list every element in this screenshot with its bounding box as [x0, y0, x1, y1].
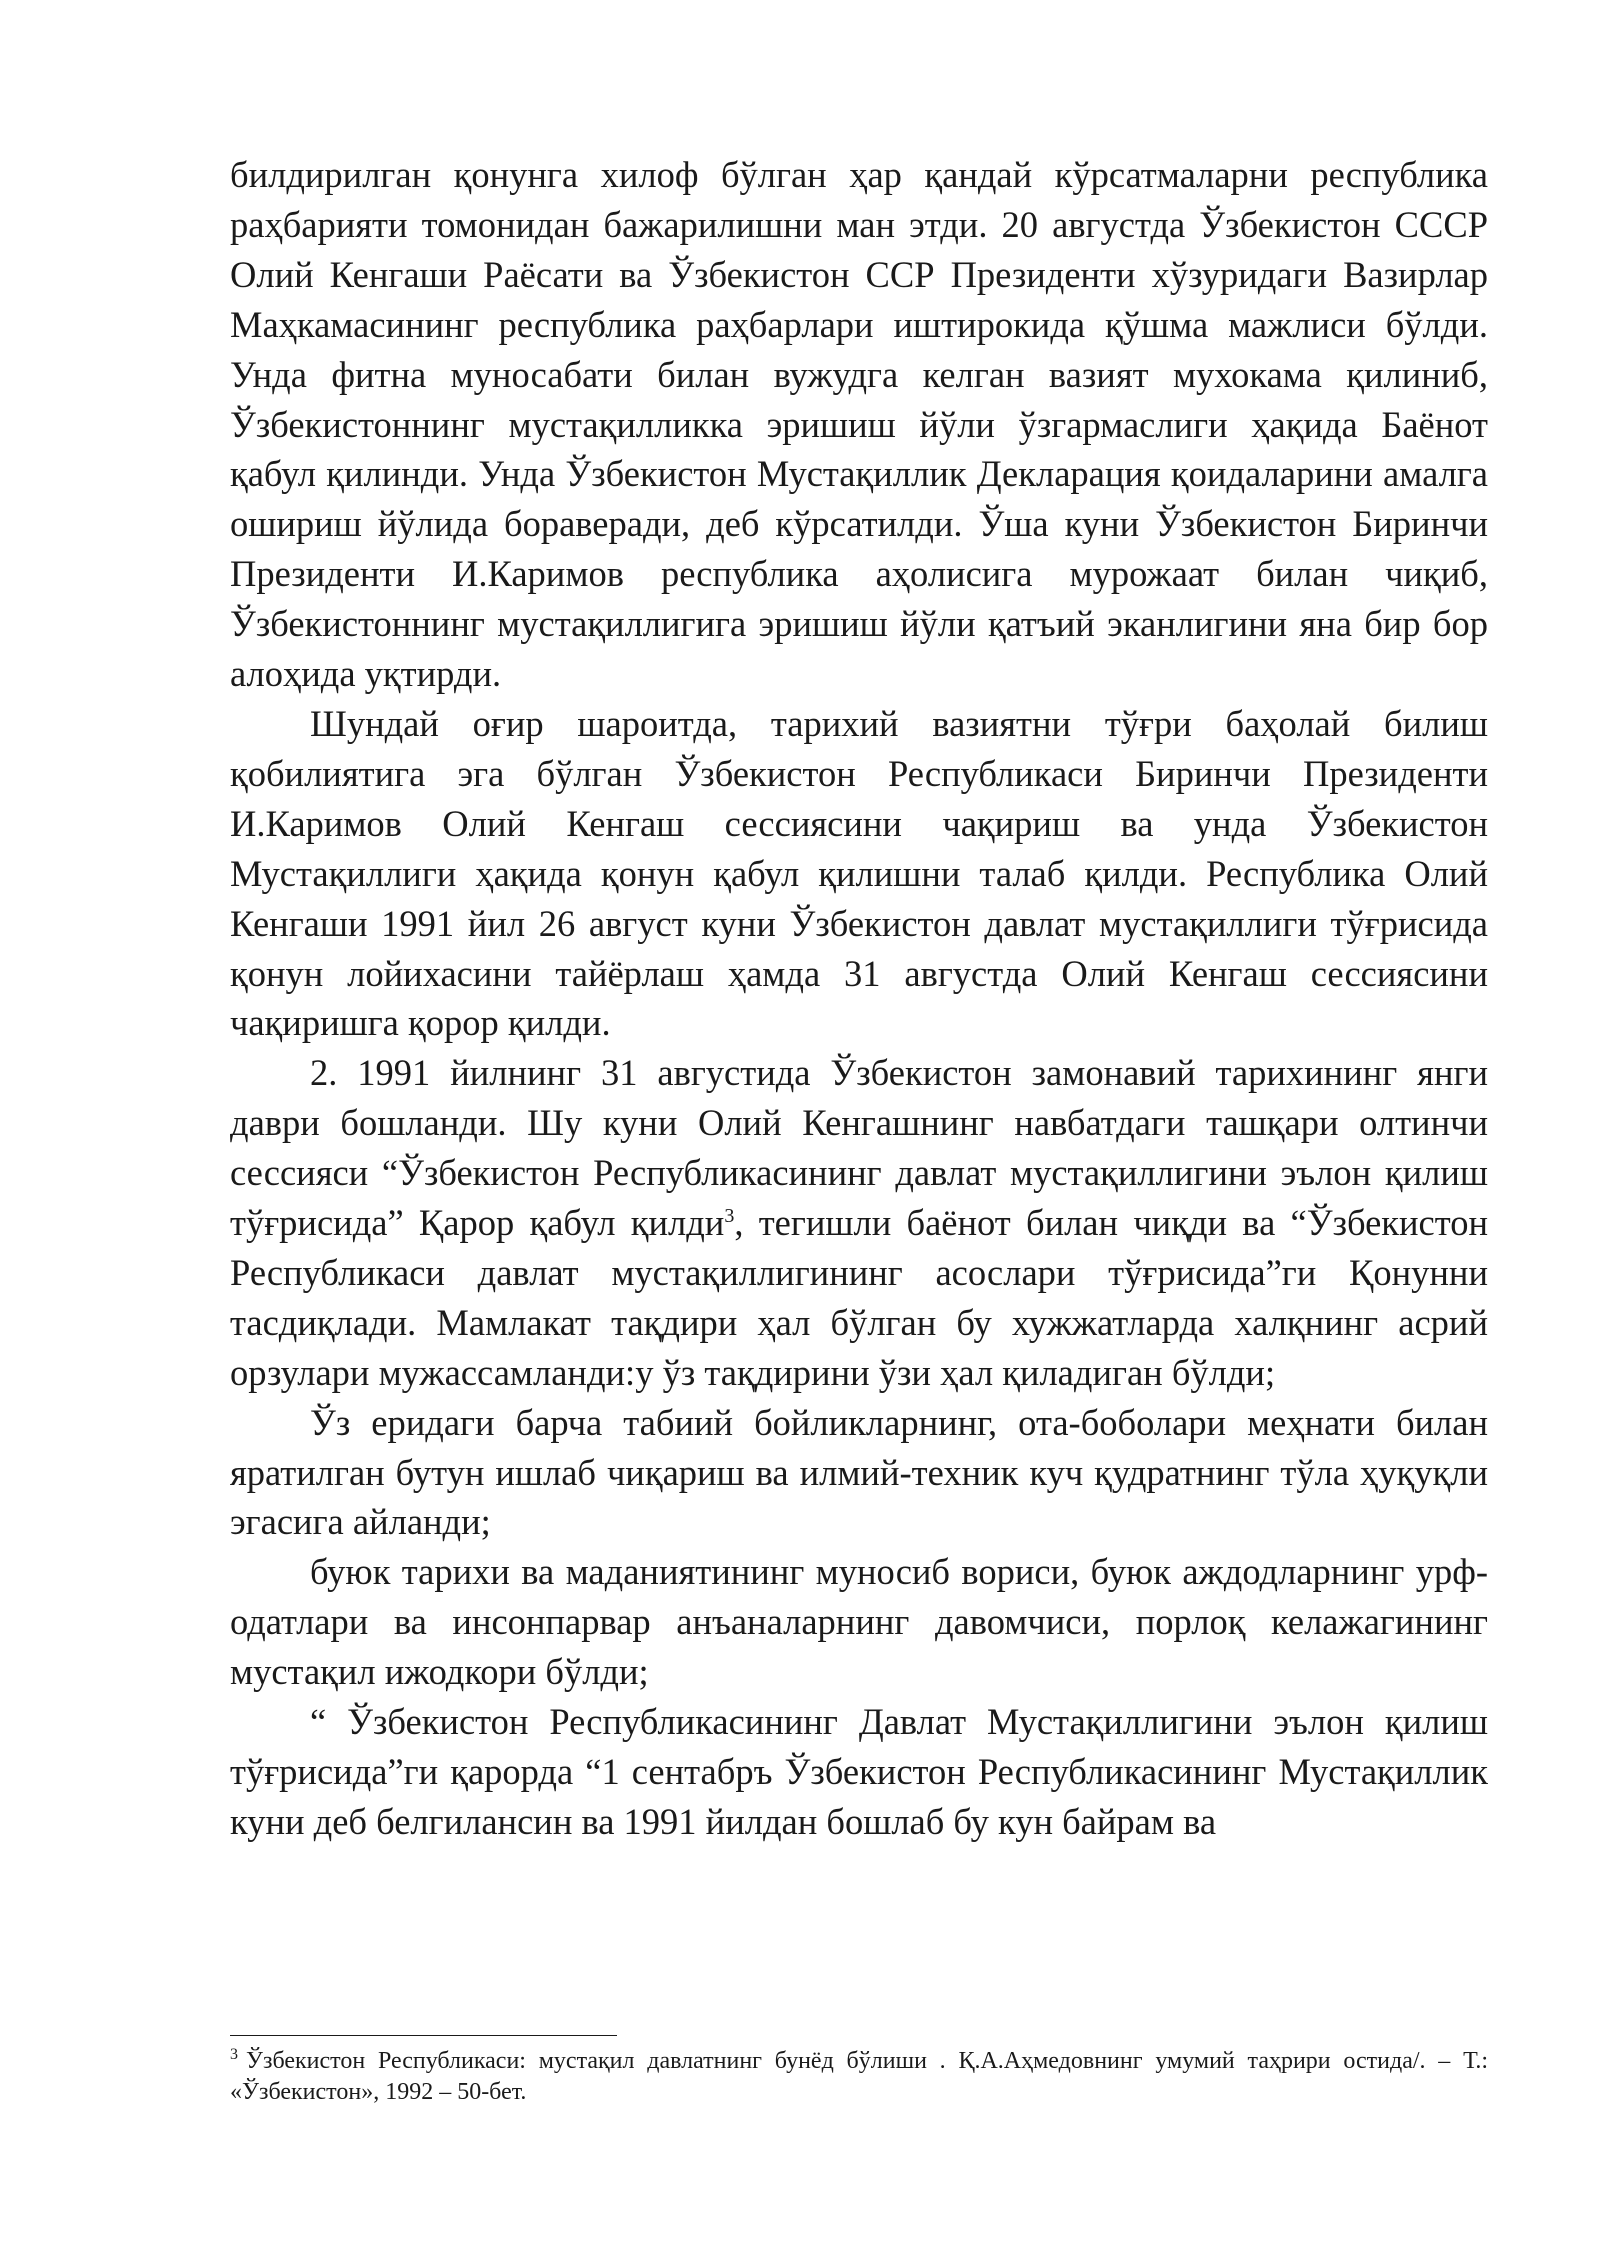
footnote-reference[interactable]: 3 — [724, 1204, 735, 1227]
paragraph-3-text-after: , тегишли баёнот билан чиқди ва “Ўзбекистон Республикаси давлат мустақиллигининг асослари тўғрисида”ги Қонунни тасдиқлади. Мамлакат тақдири ҳал бўлган бу хужжатларда халқнинг асрий орзулари мужассамланди:у ўз тақдирини ўзи ҳал қиладиган бўлди; — [230, 1202, 1489, 1393]
paragraph-6: “ Ўзбекистон Республикасининг Давлат Мустақиллигини эълон қилиш тўғрисида”ги қарорда “1 сентабръ Ўзбекистон Республикасининг Мустақиллик куни деб белгилансин ва 1991 йилдан бошлаб бу кун байрам ва — [230, 1701, 1488, 1842]
paragraph-2: Шундай оғир шароитда, тарихий вазиятни тўғри баҳолай билиш қобилиятига эга бўлган Ўзбекистон Республикаси Биринчи Президенти И.Каримов Олий Кенгаш сессиясини чақириш ва унда Ўзбекистон Мустақиллиги ҳақида қонун қабул қилишни талаб қилди. Республика Олий Кенгаши 1991 йил 26 август куни Ўзбекистон давлат мустақиллиги тўғрисида қонун лойихасини тайёрлаш ҳамда 31 августда Олий Кенгаш сессиясини чақиришга қорор қилди. — [230, 702, 1488, 1044]
paragraph-1: билдирилган қонунга хилоф бўлган ҳар қандай кўрсатмаларни республика раҳбарияти томонидан бажарилишни ман этди. 20 августда Ўзбекистон ССCР Олий Кенгаши Раёсати ва Ўзбекистон ССР Президенти хўзуридаги Вазирлар Маҳкамасининг республика раҳбарлари иштирокида қўшма мажлиси бўлди. Унда фитна муносабати билан вужудга келган вазият мухокама қилиниб, Ўзбекистоннинг мустақилликка эришиш йўли ўзгармаслиги ҳақида Баёнот қабул қилинди. Унда Ўзбекистон Мустақиллик Декларация қоидаларини амалга ошириш йўлида бораверади, деб кўрсатилди. Ўша куни Ўзбекистон Биринчи Президенти И.Каримов республика аҳолисига мурожаат билан чиқиб, Ўзбекистоннинг мустақиллигига эришиш йўли қатъий эканлигини яна бир бор алоҳида уқтирди. — [230, 154, 1488, 695]
footnote — [230, 2046, 1488, 2108]
paragraph-3-text-before: 2. 1991 йилнинг 31 августида Ўзбекистон замонавий тарихининг янги даври бошланди. Шу куни Олий Кенгашнинг навбатдаги ташқари олтинчи сессияси “Ўзбекистон Республикасининг давлат мустақиллигини эълон қилиш тўғрисида” Қарор қабул қилди — [230, 1052, 1488, 1244]
footnote-text: Ўзбекистон Республикаси: мустақил давлатнинг бунёд бўлиши . Қ.А.Аҳмедовнинг умумий таҳрири остида/. – Т.: «Ўзбекистон», 1992 – 50-бет. — [230, 2048, 1488, 2105]
paragraph-3 — [230, 1048, 1488, 1397]
paragraph-4: Ўз еридаги барча табиий бойликларнинг, ота-боболари меҳнати билан яратилган бутун ишлаб чиқариш ва илмий-техник куч қудратнинг тўла ҳуқуқли эгасига айланди; — [230, 1401, 1488, 1543]
footnote-number: 3 — [230, 2046, 238, 2063]
footnote-separator — [230, 2035, 617, 2036]
body-text — [230, 150, 1488, 1847]
paragraph-5: буюк тарихи ва маданиятининг муносиб вориси, буюк аждодларнинг урф-одатлари ва инсонпарвар анъаналарнинг давомчиси, порлоқ келажагининг мустақил ижодкори бўлди; — [230, 1551, 1488, 1693]
